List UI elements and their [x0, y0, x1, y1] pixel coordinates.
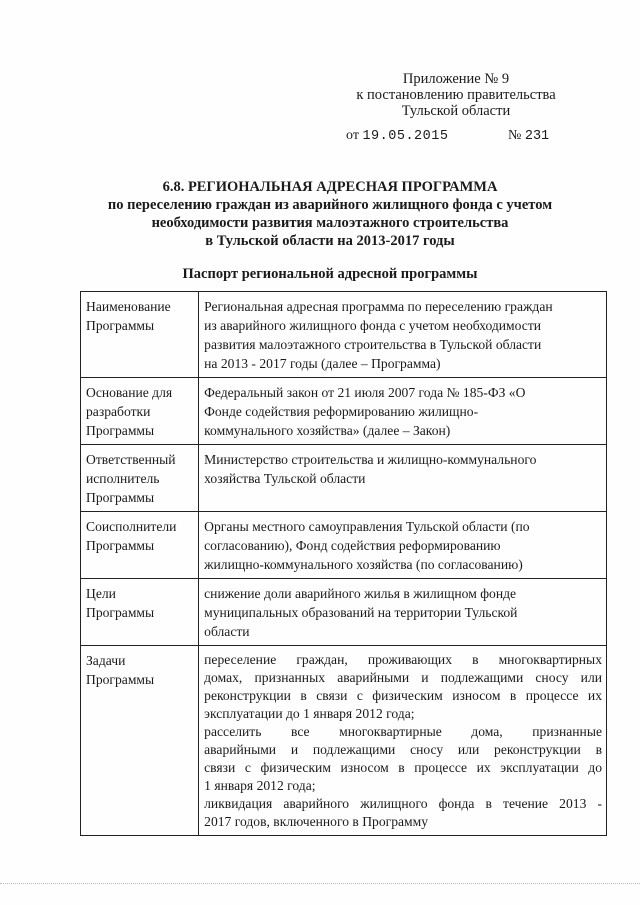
appendix-line-3: Тульской области	[401, 103, 511, 119]
from-label: от	[346, 128, 359, 143]
table-row	[81, 512, 607, 579]
label-line: исполнитель	[86, 471, 160, 486]
value-line: связи с физическим износом в процессе их эксплуатации до	[204, 760, 602, 775]
title-line-2: по переселению граждан из аварийного жилищного фонда с учетом	[107, 197, 553, 213]
value-line: расселить все многоквартирные дома, признанные	[204, 724, 602, 739]
table-row	[81, 579, 607, 646]
table-row	[81, 445, 607, 512]
value-line: реконструкции в связи с физическим износом в процессе их	[204, 688, 602, 703]
label-line: Основание для	[86, 385, 173, 400]
value-line: Фонде содействия реформированию жилищно-	[204, 404, 479, 419]
label-line: Программы	[86, 605, 155, 620]
value-line: на 2013 - 2017 годы (далее – Программа)	[204, 356, 441, 371]
row-value	[199, 292, 607, 378]
label-line: Задачи	[86, 653, 126, 668]
value-line: Органы местного самоуправления Тульской области (по	[204, 519, 530, 534]
label-line: Программы	[86, 672, 155, 687]
label-line: Программы	[86, 490, 155, 505]
value-line: аварийными и подлежащими сносу или реконструкции в	[204, 742, 602, 757]
appendix-header	[346, 71, 566, 119]
value-line: хозяйства Тульской области	[204, 471, 366, 486]
table-row	[81, 646, 607, 836]
program-title	[60, 178, 600, 250]
resolution-date-value: 19.05.2015	[362, 129, 449, 144]
label-line: Наименование	[86, 299, 171, 314]
number-label: №	[508, 128, 522, 143]
value-line: переселение граждан, проживающих в многоквартирных	[204, 652, 602, 667]
value-line: 2017 годов, включенного в Программу	[204, 814, 429, 829]
row-value	[199, 512, 607, 579]
value-line: ликвидация аварийного жилищного фонда в течение 2013 -	[204, 796, 602, 811]
value-line: муниципальных образований на территории Тульской	[204, 605, 518, 620]
row-label	[81, 512, 199, 579]
label-line: Программы	[86, 318, 155, 333]
passport-heading: Паспорт региональной адресной программы	[182, 266, 478, 282]
row-value	[199, 579, 607, 646]
value-line: 1 января 2012 года;	[204, 778, 316, 793]
resolution-number-value: 231	[524, 129, 550, 144]
label-line: разработки	[86, 404, 151, 419]
table-row	[81, 292, 607, 378]
resolution-number	[508, 128, 549, 144]
title-line-3: необходимости развития малоэтажного строительства	[151, 215, 509, 231]
row-label	[81, 292, 199, 378]
row-value	[199, 646, 607, 836]
value-line: эксплуатации до 1 января 2012 года;	[204, 706, 415, 721]
title-line-1: 6.8. РЕГИОНАЛЬНАЯ АДРЕСНАЯ ПРОГРАММА	[162, 179, 498, 195]
value-line: развития малоэтажного строительства в Тульской области	[204, 337, 542, 352]
appendix-line-2: к постановлению правительства	[356, 87, 556, 103]
value-line: жилищно-коммунального хозяйства (по согласованию)	[204, 557, 523, 572]
value-line: Министерство строительства и жилищно-коммунального	[204, 452, 537, 467]
row-label	[81, 445, 199, 512]
label-line: Цели	[86, 586, 116, 601]
label-line: Соисполнители	[86, 519, 177, 534]
value-line: домах, признанных аварийными и подлежащими сносу или	[204, 670, 602, 685]
label-line: Ответственный	[86, 452, 176, 467]
table-row	[81, 378, 607, 445]
appendix-line-1: Приложение № 9	[402, 71, 510, 87]
row-label	[81, 579, 199, 646]
row-value	[199, 445, 607, 512]
passport-table	[80, 291, 607, 836]
value-line: снижение доли аварийного жилья в жилищном фонде	[204, 586, 517, 601]
value-line: из аварийного жилищного фонда с учетом необходимости	[204, 318, 542, 333]
value-line: Федеральный закон от 21 июля 2007 года № 185-ФЗ «О	[204, 385, 526, 400]
value-line: Региональная адресная программа по переселению граждан	[204, 299, 553, 314]
value-line: согласованию), Фонд содействия реформированию	[204, 538, 501, 553]
value-line: области	[204, 624, 250, 639]
label-line: Программы	[86, 538, 155, 553]
resolution-date	[346, 128, 448, 144]
label-line: Программы	[86, 423, 155, 438]
scan-bottom-edge	[0, 883, 640, 888]
row-value	[199, 378, 607, 445]
value-line: коммунального хозяйства» (далее – Закон)	[204, 423, 451, 438]
row-label	[81, 378, 199, 445]
title-line-4: в Тульской области на 2013-2017 годы	[205, 233, 455, 249]
row-label	[81, 646, 199, 836]
